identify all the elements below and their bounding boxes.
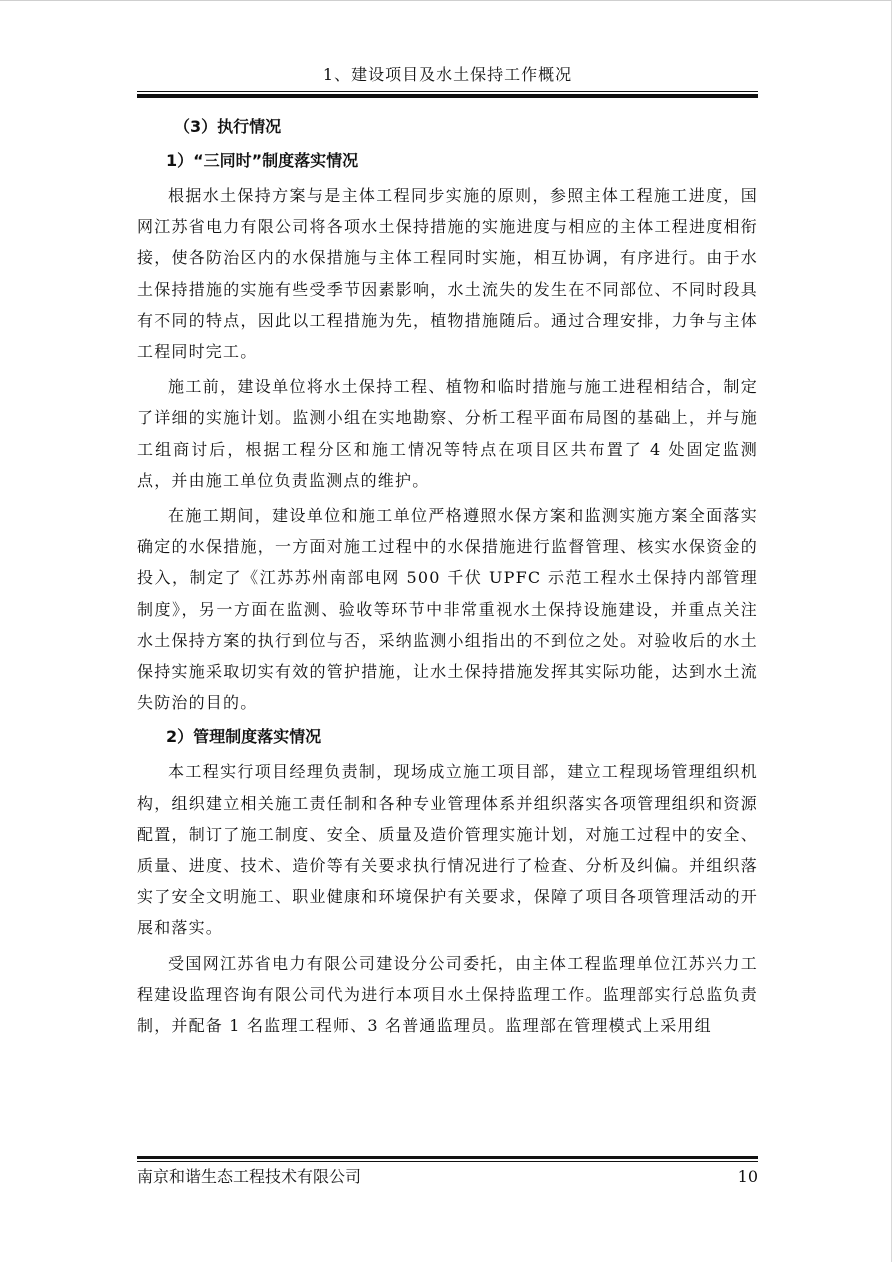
running-header-title: 1、建设项目及水土保持工作概况 bbox=[322, 65, 573, 84]
paragraph: 受国网江苏省电力有限公司建设分公司委托，由主体工程监理单位江苏兴力工程建设监理咨询有限公司代为进行本项目水土保持监理工作。监理部实行总监负责制，并配备 1 名监理工程师、3 名普通监理员。监理部在管理模式上采用组 bbox=[137, 953, 758, 1036]
subsection-heading: 2）管理制度落实情况 bbox=[166, 727, 322, 747]
footer-rule-thin bbox=[137, 1161, 758, 1162]
page-top-edge bbox=[0, 0, 892, 1]
page-number: 10 bbox=[737, 1167, 758, 1186]
footer-rule-thick bbox=[137, 1156, 758, 1159]
page-body bbox=[137, 112, 758, 1045]
paragraph: 本工程实行项目经理负责制，现场成立施工项目部，建立工程现场管理组织机构，组织建立相关施工责任制和各种专业管理体系并组织落实各项管理组织和资源配置，制订了施工制度、安全、质量及造价管理实施计划，对施工过程中的安全、质量、进度、技术、造价等有关要求执行情况进行了检查、分析及纠偏。并组织落实了安全文明施工、职业健康和环境保护有关要求，保障了项目各项管理活动的开展和落实。 bbox=[137, 762, 758, 938]
footer-company-name: 南京和谐生态工程技术有限公司 bbox=[137, 1167, 362, 1186]
header-rule-thick bbox=[137, 94, 758, 98]
header-rule-thin bbox=[137, 91, 758, 92]
paragraph: 根据水土保持方案与是主体工程同步实施的原则，参照主体工程施工进度，国网江苏省电力有限公司将各项水土保持措施的实施进度与相应的主体工程进度相衔接，使各防治区内的水保措施与主体工程同时实施，相互协调，有序进行。由于水土保持措施的实施有些受季节因素影响，水土流失的发生在不同部位、不同时段具有不同的特点，因此以工程措施为先，植物措施随后。通过合理安排，力争与主体工程同时完工。 bbox=[137, 186, 758, 362]
paragraph: 在施工期间，建设单位和施工单位严格遵照水保方案和监测实施方案全面落实确定的水保措施，一方面对施工过程中的水保措施进行监督管理、核实水保资金的投入，制定了《江苏苏州南部电网 500 千伏 UPFC 示范工程水土保持内部管理制度》，另一方面在监测、验收等环节中非常重视水土保持设施建设，并重点关注水土保持方案的执行到位与否，采纳监测小组指出的不到位之处。对验收后的水土保持实施采取切实有效的管护措施，让水土保持措施发挥其实际功能，达到水土流失防治的目的。 bbox=[137, 506, 758, 713]
paragraph: 施工前，建设单位将水土保持工程、植物和临时措施与施工进程相结合，制定了详细的实施计划。监测小组在实地勘察、分析工程平面布局图的基础上，并与施工组商讨后，根据工程分区和施工情况等特点在项目区共布置了 4 处固定监测点，并由施工单位负责监测点的维护。 bbox=[137, 377, 758, 490]
subsection-heading: 1）“三同时”制度落实情况 bbox=[166, 151, 359, 170]
section-heading: （3）执行情况 bbox=[174, 117, 282, 136]
